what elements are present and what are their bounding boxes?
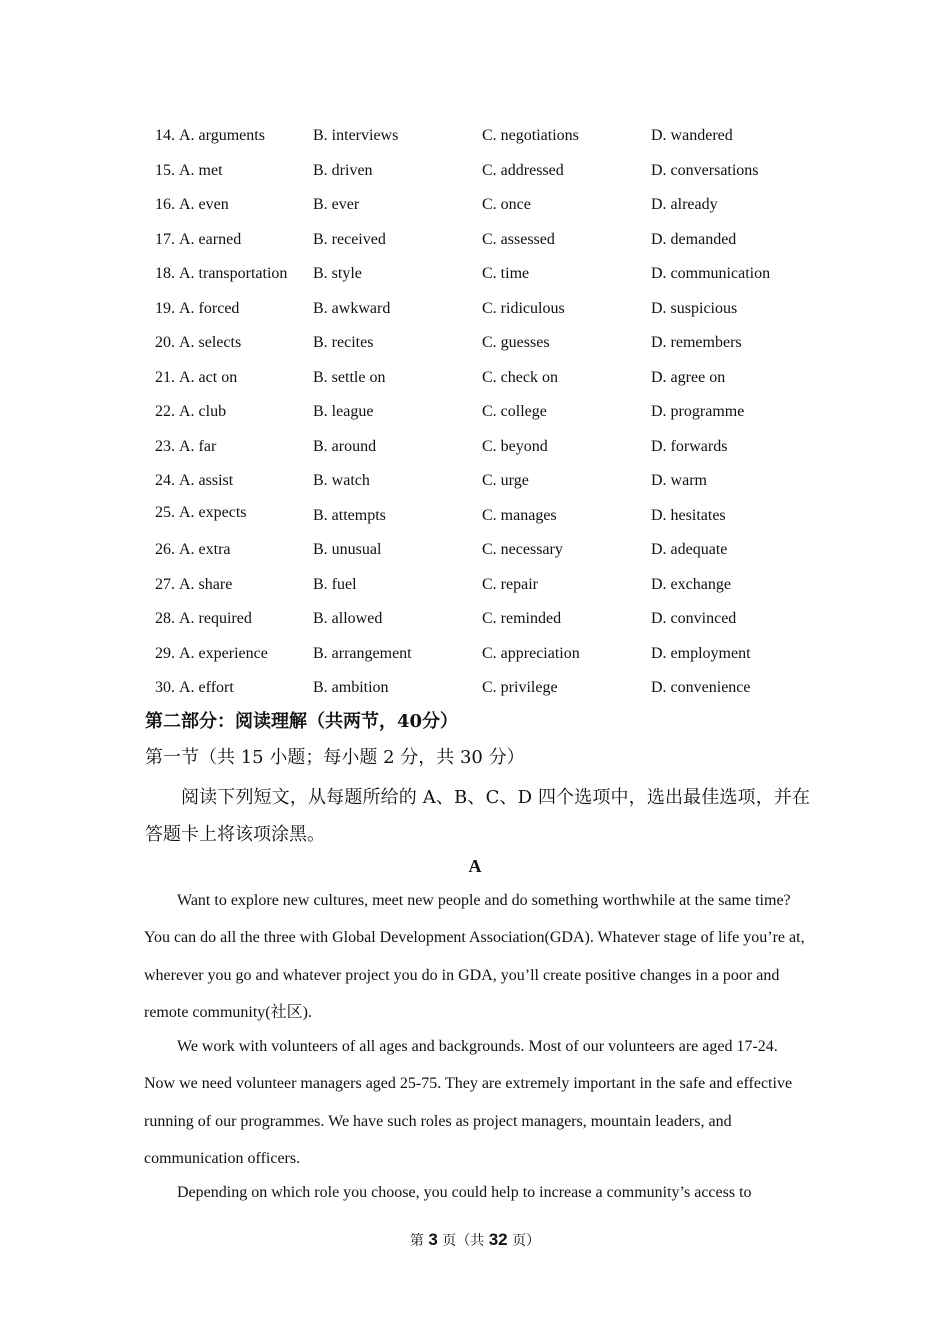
option-c: C. reminded	[482, 610, 562, 627]
option-a: A. experience	[179, 644, 268, 662]
option-d: D. wandered	[651, 127, 733, 144]
question-row	[155, 122, 815, 157]
option-c: C. privilege	[482, 679, 558, 696]
option-d: D. programme	[651, 403, 745, 420]
option-a: A. expects	[179, 503, 247, 521]
question-number: 23.	[155, 437, 175, 455]
question-number: 26.	[155, 541, 175, 558]
option-d: D. demanded	[651, 230, 737, 248]
question-row	[155, 502, 815, 537]
question-row	[155, 398, 815, 433]
option-c: C. urge	[482, 472, 529, 489]
option-b: B. recites	[313, 334, 374, 351]
option-d: D. suspicious	[651, 299, 738, 317]
option-b: B. around	[313, 437, 377, 455]
question-row	[155, 191, 815, 226]
option-c: C. necessary	[482, 541, 563, 558]
option-d: D. convenience	[651, 679, 751, 696]
passage-label: A	[468, 856, 482, 876]
option-b: B. league	[313, 403, 374, 420]
option-b: B. arrangement	[313, 644, 412, 662]
option-a: A. club	[179, 403, 227, 420]
section-title: 第二部分：阅读理解（共两节，40分）	[145, 711, 459, 732]
option-c: C. assessed	[482, 230, 555, 248]
option-c: C. ridiculous	[482, 299, 565, 317]
option-a: A. met	[179, 161, 223, 179]
option-a: A. extra	[179, 541, 231, 558]
question-number: 15.	[155, 161, 175, 179]
option-c: C. manages	[482, 506, 557, 524]
question-row	[155, 536, 815, 571]
option-a: A. far	[179, 437, 217, 455]
option-d: D. communication	[651, 265, 771, 282]
subsection-heading: 第一节（共 15 小题；每小题 2 分，共 30 分）	[145, 747, 525, 768]
question-number: 16.	[155, 196, 175, 213]
option-a: A. even	[179, 196, 229, 213]
question-number: 27.	[155, 575, 175, 593]
page-number: 3	[428, 1230, 438, 1249]
question-number: 14.	[155, 127, 175, 144]
option-b: B. driven	[313, 161, 373, 179]
question-number: 17.	[155, 230, 175, 248]
option-d: D. conversations	[651, 161, 759, 179]
option-b: B. unusual	[313, 541, 382, 558]
option-d: D. exchange	[651, 575, 731, 593]
option-c: C. guesses	[482, 334, 550, 351]
option-b: B. settle on	[313, 368, 386, 386]
question-number: 22.	[155, 403, 175, 420]
footer-middle: 页（共	[442, 1233, 485, 1249]
question-row	[155, 640, 815, 675]
option-a: A. assist	[179, 472, 234, 489]
option-b: B. allowed	[313, 610, 383, 627]
question-row	[155, 571, 815, 606]
option-b: B. attempts	[313, 506, 386, 524]
option-c: C. check on	[482, 368, 558, 386]
option-a: A. required	[179, 610, 252, 627]
option-c: C. time	[482, 265, 530, 282]
passage-paragraph: We work with volunteers of all ages and backgrounds. Most of our volunteers are aged 17-24. Now we need volunteer managers aged 25-75. They are extremely important in the safe and effective running of our programmes. We have such roles as project managers, mountain leaders, and communication officers.	[144, 1038, 793, 1167]
question-number: 20.	[155, 334, 175, 351]
option-b: B. ambition	[313, 679, 389, 696]
option-a: A. forced	[179, 299, 240, 317]
option-c: C. appreciation	[482, 644, 580, 662]
footer-suffix: 页）	[512, 1233, 541, 1249]
question-row	[155, 674, 815, 709]
option-a: A. act on	[179, 368, 238, 386]
option-d: D. forwards	[651, 437, 728, 455]
question-row	[155, 226, 815, 261]
option-d: D. employment	[651, 644, 751, 662]
cloze-options-table	[155, 122, 815, 709]
option-c: C. college	[482, 403, 547, 420]
question-row	[155, 364, 815, 399]
option-b: B. awkward	[313, 299, 391, 317]
question-number: 18.	[155, 265, 175, 282]
footer-prefix: 第	[409, 1233, 424, 1249]
option-b: B. interviews	[313, 127, 399, 144]
option-a: A. share	[179, 575, 233, 593]
question-number: 21.	[155, 368, 175, 386]
option-b: B. received	[313, 230, 386, 248]
option-a: A. selects	[179, 334, 242, 351]
question-number: 19.	[155, 299, 175, 317]
option-d: D. hesitates	[651, 506, 726, 524]
option-d: D. convinced	[651, 610, 737, 627]
question-row	[155, 605, 815, 640]
option-a: A. transportation	[179, 265, 288, 282]
option-d: D. warm	[651, 472, 707, 489]
option-d: D. adequate	[651, 541, 728, 558]
option-d: D. agree on	[651, 368, 726, 386]
question-number: 30.	[155, 679, 175, 696]
option-b: B. ever	[313, 196, 360, 213]
question-row	[155, 157, 815, 192]
option-d: D. already	[651, 196, 718, 213]
question-number: 25.	[155, 503, 175, 521]
page-footer	[0, 1228, 950, 1253]
question-row	[155, 295, 815, 330]
option-d: D. remembers	[651, 334, 742, 351]
question-number: 28.	[155, 610, 175, 627]
question-number: 29.	[155, 644, 175, 662]
instructions: 阅读下列短文，从每题所给的 A、B、C、D 四个选项中，选出最佳选项，并在答题卡上将该项涂黑。	[145, 787, 810, 845]
option-c: C. negotiations	[482, 127, 579, 144]
question-row	[155, 467, 815, 502]
passage-paragraph: Depending on which role you choose, you could help to increase a community’s access to	[177, 1184, 752, 1201]
option-c: C. beyond	[482, 437, 548, 455]
option-c: C. once	[482, 196, 531, 213]
question-row	[155, 329, 815, 364]
option-a: A. earned	[179, 230, 242, 248]
option-b: B. fuel	[313, 575, 357, 593]
option-a: A. arguments	[179, 127, 265, 144]
question-row	[155, 260, 815, 295]
option-c: C. repair	[482, 575, 538, 593]
question-row	[155, 433, 815, 468]
option-a: A. effort	[179, 679, 234, 696]
option-c: C. addressed	[482, 161, 564, 179]
passage-paragraph: Want to explore new cultures, meet new people and do something worthwhile at the same time? You can do all the three with Global Development Association(GDA). Whatever stage of life you’re at, wherever you go and whatever project you do in GDA, you’ll create positive changes in a poor and remote community(社区).	[144, 892, 805, 1021]
option-b: B. watch	[313, 472, 370, 489]
question-number: 24.	[155, 472, 175, 489]
total-pages: 32	[488, 1230, 508, 1249]
option-b: B. style	[313, 265, 362, 282]
